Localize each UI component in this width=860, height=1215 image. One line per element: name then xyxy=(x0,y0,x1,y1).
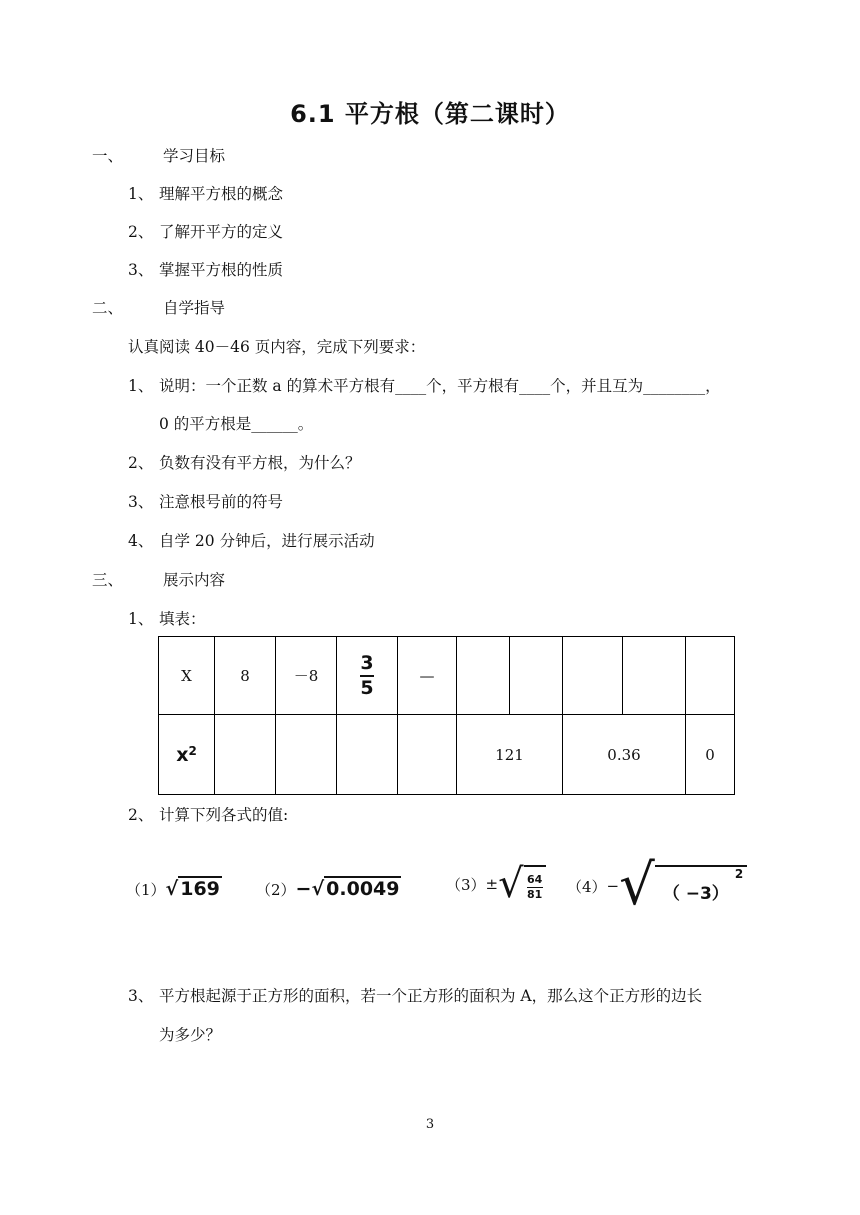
table-cell-blank[interactable] xyxy=(337,715,398,795)
table-cell-blank[interactable] xyxy=(623,637,686,715)
fraction-numerator: 64 xyxy=(526,872,543,886)
list-item-continuation: 为多少？ xyxy=(159,1026,222,1044)
radicand: （ −3）$^2$ xyxy=(655,865,747,908)
list-number: 3、 xyxy=(128,493,154,511)
radical-sign: √ xyxy=(311,878,325,900)
table-cell: 0 xyxy=(686,715,735,795)
section-number: 三、 xyxy=(92,571,124,589)
list-number: 2、 xyxy=(128,806,154,824)
table-row xyxy=(159,637,735,715)
table-row xyxy=(159,715,735,795)
list-number: 2、 xyxy=(128,454,154,472)
list-number: 1、 xyxy=(128,610,154,628)
page-title: 6.1 平方根（第二课时） xyxy=(290,100,570,128)
section-heading: 学习目标 xyxy=(163,147,226,165)
table-cell-blank[interactable] xyxy=(215,715,276,795)
list-number: 4、 xyxy=(128,532,154,550)
row-header-x-squared: $x^2$ xyxy=(159,715,215,795)
list-item: 说明：一个正数 a 的算术平方根有____个，平方根有____个，并且互为________， xyxy=(159,377,721,395)
row-header-x: X xyxy=(159,637,215,715)
table-cell: －8 xyxy=(276,637,337,715)
radical-sign: √ xyxy=(165,878,179,900)
fill-in-table xyxy=(158,636,735,795)
table-cell: 8 xyxy=(215,637,276,715)
list-number: 1、 xyxy=(128,185,154,203)
expression-1 xyxy=(126,876,222,900)
sign: ± xyxy=(485,875,499,893)
list-item: 掌握平方根的性质 xyxy=(159,261,284,279)
page-number: 3 xyxy=(425,1117,435,1132)
section-number: 二、 xyxy=(92,299,124,317)
guide-intro: 认真阅读 40－46 页内容，完成下列要求： xyxy=(128,338,426,356)
exponent: 2 xyxy=(734,866,744,881)
table-cell-blank[interactable] xyxy=(457,637,510,715)
expression-4 xyxy=(567,853,747,918)
fraction-numerator: 3 xyxy=(360,651,374,674)
list-number: 1、 xyxy=(128,377,154,395)
fraction-denominator: 81 xyxy=(526,888,543,902)
expression-label: （3） xyxy=(446,875,486,894)
list-item: 计算下列各式的值: xyxy=(159,806,289,824)
list-number: 2、 xyxy=(128,223,154,241)
fraction xyxy=(360,651,374,699)
sign: − xyxy=(295,878,312,900)
table-cell: 121 xyxy=(457,715,563,795)
expression-label: （1） xyxy=(126,881,166,899)
sign: − xyxy=(606,877,620,895)
section-heading: 展示内容 xyxy=(163,571,226,589)
list-item: 负数有没有平方根，为什么？ xyxy=(159,454,361,472)
list-number: 3、 xyxy=(128,987,154,1005)
list-item: 自学 20 分钟后，进行展示活动 xyxy=(159,532,375,550)
list-item: 平方根起源于正方形的面积，若一个正方形的面积为 A，那么这个正方形的边长 xyxy=(159,987,703,1005)
table-cell-blank[interactable] xyxy=(563,637,623,715)
section-heading: 自学指导 xyxy=(163,299,226,317)
fraction-denominator: 5 xyxy=(360,676,374,699)
table-cell-blank[interactable] xyxy=(276,715,337,795)
radical-sign: √ xyxy=(619,853,655,918)
radicand: 0.0049 xyxy=(326,878,400,900)
expression-label: （4） xyxy=(567,877,607,896)
list-item: 理解平方根的概念 xyxy=(159,185,284,203)
radical-sign: √ xyxy=(498,861,524,907)
expression-3 xyxy=(446,861,546,907)
expression-2 xyxy=(256,876,401,900)
radicand: 169 xyxy=(180,878,220,900)
section-number: 一、 xyxy=(92,147,124,165)
list-item: 注意根号前的符号 xyxy=(159,493,284,511)
list-number: 3、 xyxy=(128,261,154,279)
table-cell-blank[interactable] xyxy=(510,637,563,715)
radicand xyxy=(524,865,546,904)
list-item: 了解开平方的定义 xyxy=(159,223,284,241)
list-item-continuation: 0 的平方根是______。 xyxy=(159,415,314,433)
fraction xyxy=(527,874,543,902)
table-cell-fraction xyxy=(337,637,398,715)
table-cell: 0.36 xyxy=(563,715,686,795)
expression-label: （2） xyxy=(256,881,296,899)
table-cell-blank[interactable] xyxy=(398,715,457,795)
list-item: 填表： xyxy=(159,610,206,628)
table-cell: — xyxy=(398,637,457,715)
table-cell-blank[interactable] xyxy=(686,637,735,715)
